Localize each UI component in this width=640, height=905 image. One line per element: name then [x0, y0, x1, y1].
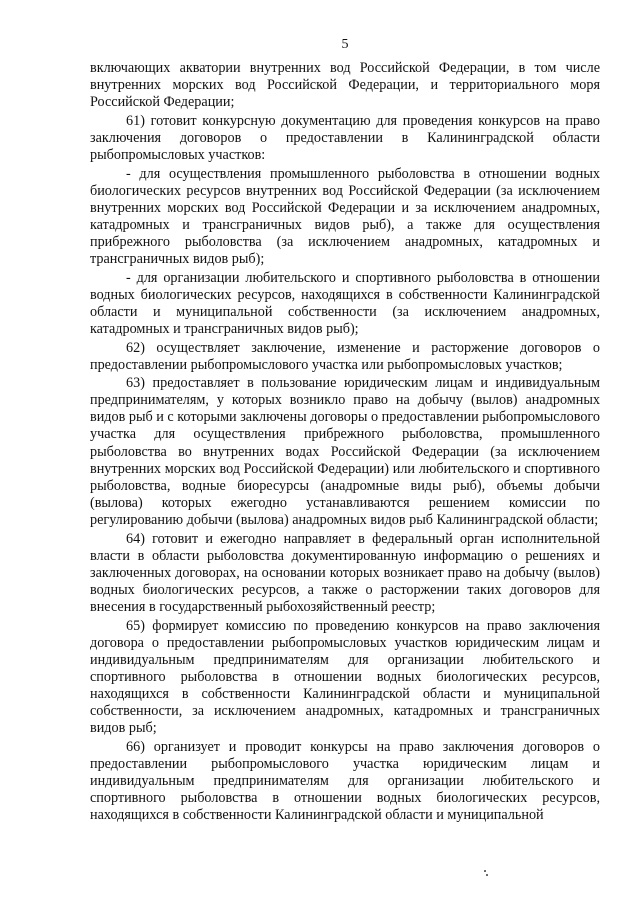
page-number: 5 [341, 37, 349, 52]
scan-speck [486, 874, 488, 876]
scan-speck [484, 870, 486, 872]
paragraph-item-61-industrial-fishing: - для осуществления промышленного рыболовства в отношении водных биологических ресурсов внутренних вод Российской Федерации (за исключением внутренних морских вод Российской Федерации и за исключением анадромных, катадромных и трансграничных видов рыб), а также для осуществления прибрежного рыболовства (за исключением анадромных, катадромных и трансграничных видов рыб); [90, 165, 600, 268]
document-page [90, 36, 600, 826]
paragraph-item-65: 65) формирует комиссию по проведению конкурсов на право заключения договора о предоставлении рыбопромысловых участков юридическим лицам и индивидуальным предпринимателям для организации любительского и спортивного рыболовства в отношении водных биологических ресурсов, находящихся в собственности Калининградской области и муниципальной собственности, за исключением анадромных, катадромных и трансграничных видов рыб; [90, 617, 600, 737]
paragraph-item-66: 66) организует и проводит конкурсы на право заключения договоров о предоставлении рыбопромыслового участка юридическим лицам и индивидуальным предпринимателям для организации любительского и спортивного рыболовства в отношении водных биологических ресурсов, находящихся в собственности Калининградской области и муниципальной [90, 738, 600, 824]
paragraph-item-61: 61) готовит конкурсную документацию для проведения конкурсов на право заключения договоров о предоставлении в Калининградской области рыбопромысловых участков: [90, 112, 600, 163]
paragraph-item-63: 63) предоставляет в пользование юридическим лицам и индивидуальным предпринимателям, у которых возникло право на добычу (вылов) анадромных видов рыб и с которыми заключены договоры о предоставлении рыбопромыслового участка для осуществления прибрежного рыболовства, промышленного рыболовства во внутренних водах Российской Федерации (за исключением внутренних морских вод Российской Федерации) или любительского и спортивного рыболовства, водные биоресурсы (анадромные виды рыб), объемы добычи (вылова) которых ежегодно устанавливаются решением комиссии по регулированию добычи (вылова) анадромных видов рыб Калининградской области; [90, 375, 600, 528]
paragraph-item-62: 62) осуществляет заключение, изменение и расторжение договоров о предоставлении рыбопромыслового участка или рыбопромысловых участков; [90, 339, 600, 373]
scan-specks [484, 870, 490, 876]
paragraph-item-61-amateur-fishing: - для организации любительского и спортивного рыболовства в отношении водных биологических ресурсов, находящихся в собственности Калининградской области и муниципальной собственности (за исключением анадромных, катадромных и трансграничных видов рыб); [90, 269, 600, 337]
paragraph-continuation: включающих акватории внутренних вод Российской Федерации, в том числе внутренних морских вод Российской Федерации, и территориального моря Российской Федерации; [90, 60, 600, 111]
paragraph-item-64: 64) готовит и ежегодно направляет в федеральный орган исполнительной власти в области рыболовства документированную информацию о решениях и заключенных договорах, на основании которых возникает право на добычу (вылов) водных биологических ресурсов, а также о расторжении таких договоров для внесения в государственный рыбохозяйственный реестр; [90, 530, 600, 615]
